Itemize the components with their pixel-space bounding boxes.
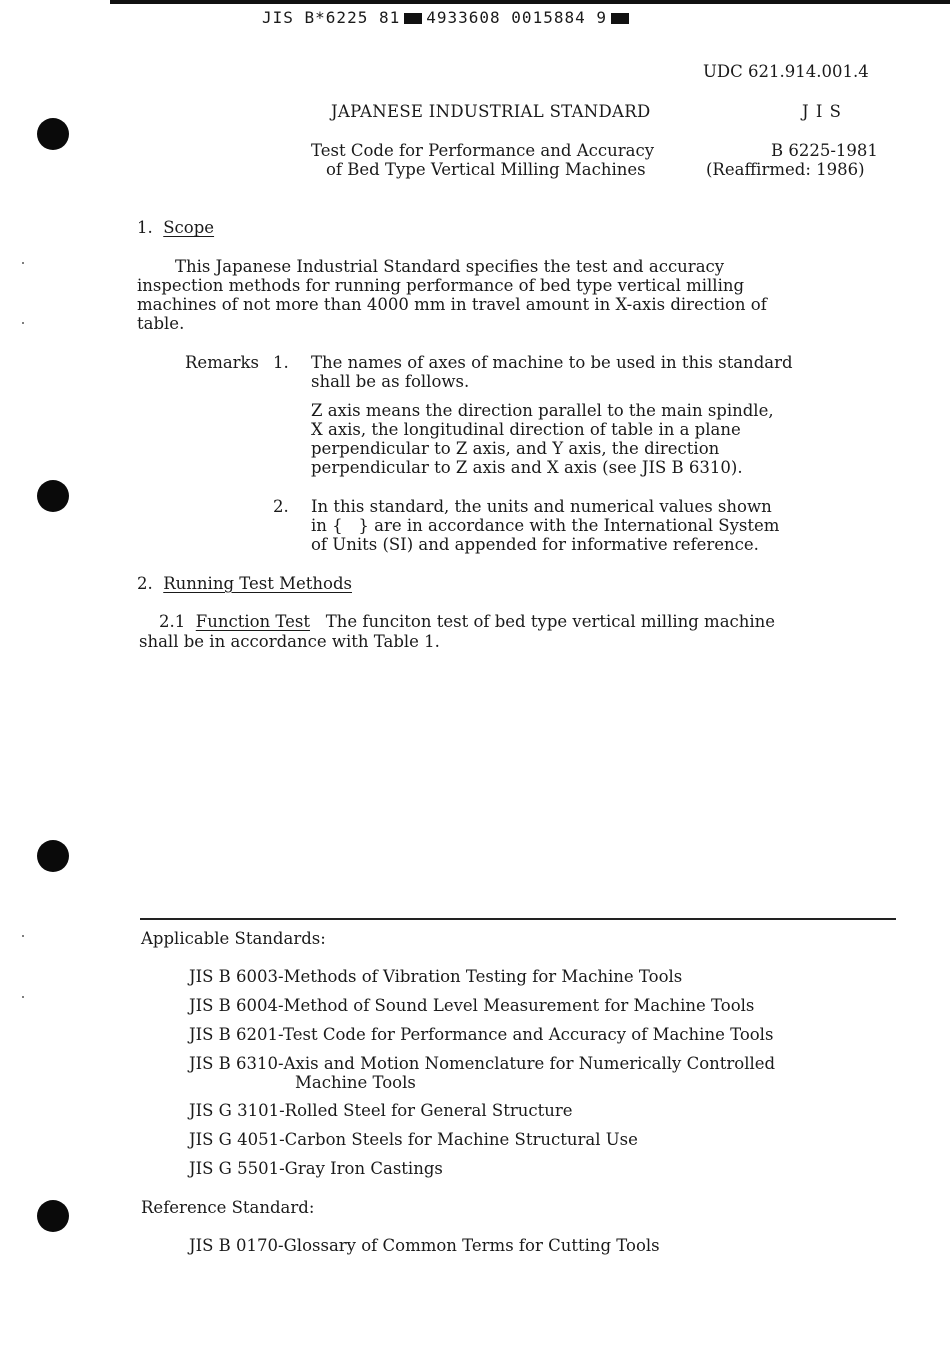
scan-speck	[22, 935, 24, 937]
applicable-standard-item: JIS B 6003-Methods of Vibration Testing for Machine Tools	[189, 967, 683, 986]
scan-speck	[22, 996, 24, 998]
remark-2-line: in { } are in accordance with the International System	[311, 516, 780, 535]
subsection-2-1-number: 2.1	[159, 612, 186, 631]
section-2-heading	[137, 574, 352, 593]
remark-2-line: of Units (SI) and appended for informative reference.	[311, 535, 759, 554]
remark-1-line: shall be as follows.	[311, 372, 470, 391]
scan-speck	[22, 262, 24, 264]
subsection-2-1-title: Function Test	[195, 612, 310, 631]
subsection-2-1-text: The funciton test of bed type vertical milling machine	[325, 612, 776, 631]
scope-body-line: machines of not more than 4000 mm in travel amount in X-axis direction of	[137, 295, 767, 314]
standard-label: JAPANESE INDUSTRIAL STANDARD	[331, 102, 651, 121]
title-line-2: of Bed Type Vertical Milling Machines	[326, 160, 646, 179]
applicable-standard-item: JIS B 6310-Axis and Motion Nomenclature for Numerically Controlled	[189, 1054, 776, 1073]
remark-2-line: In this standard, the units and numerical values shown	[311, 497, 772, 516]
subsection-2-1-line	[159, 612, 775, 631]
scope-body-line: inspection methods for running performance of bed type vertical milling	[137, 276, 745, 295]
reaffirmed-date: (Reaffirmed: 1986)	[706, 160, 865, 179]
applicable-standard-item: JIS G 4051-Carbon Steels for Machine Structural Use	[189, 1130, 638, 1149]
jis-mark: J I S	[802, 102, 842, 121]
section-2-number: 2.	[137, 574, 153, 593]
applicable-standard-item: JIS B 6004-Method of Sound Level Measurement for Machine Tools	[189, 996, 755, 1015]
remark-1-detail-line: perpendicular to Z axis, and Y axis, the direction	[311, 439, 720, 458]
binder-hole	[37, 480, 69, 512]
applicable-standard-item: JIS G 3101-Rolled Steel for General Structure	[189, 1101, 573, 1120]
footnote-separator	[140, 918, 896, 920]
document-code-header	[262, 8, 633, 27]
remark-1-detail-line: Z axis means the direction parallel to the main spindle,	[311, 401, 774, 420]
scope-body-line: table.	[137, 314, 185, 333]
doc-code-part2: 4933608 0015884 9	[426, 8, 607, 27]
remark-1-line: The names of axes of machine to be used in this standard	[311, 353, 793, 372]
section-1-number: 1.	[137, 218, 153, 237]
section-2-title: Running Test Methods	[163, 574, 352, 593]
title-line-1: Test Code for Performance and Accuracy	[311, 141, 655, 160]
redaction-block	[611, 13, 629, 24]
scan-speck	[22, 322, 24, 324]
remark-1-detail-line: X axis, the longitudinal direction of table in a plane	[311, 420, 741, 439]
section-1-title: Scope	[163, 218, 215, 237]
scope-body-line: This Japanese Industrial Standard specifies the test and accuracy	[175, 257, 725, 276]
remark-2-number: 2.	[273, 497, 289, 516]
applicable-standard-item: JIS B 6201-Test Code for Performance and Accuracy of Machine Tools	[189, 1025, 774, 1044]
applicable-standard-item: JIS G 5501-Gray Iron Castings	[189, 1159, 443, 1178]
reference-standard-item: JIS B 0170-Glossary of Common Terms for Cutting Tools	[189, 1236, 660, 1255]
redaction-block	[404, 13, 422, 24]
udc-number: UDC 621.914.001.4	[703, 62, 869, 81]
subsection-2-1-text-line: shall be in accordance with Table 1.	[139, 632, 440, 651]
applicable-standards-heading: Applicable Standards:	[141, 929, 326, 948]
remark-1-number: 1.	[273, 353, 289, 372]
standard-number: B 6225-1981	[771, 141, 878, 160]
remark-1-detail-line: perpendicular to Z axis and X axis (see JIS B 6310).	[311, 458, 743, 477]
binder-hole	[37, 1200, 69, 1232]
section-1-heading	[137, 218, 214, 237]
reference-standard-heading: Reference Standard:	[141, 1198, 315, 1217]
remarks-label: Remarks	[185, 353, 260, 372]
applicable-standard-item-continued: Machine Tools	[295, 1073, 416, 1092]
doc-code-part1: JIS B*6225 81	[262, 8, 401, 27]
top-border-line	[110, 0, 950, 4]
binder-hole	[37, 118, 69, 150]
binder-hole	[37, 840, 69, 872]
